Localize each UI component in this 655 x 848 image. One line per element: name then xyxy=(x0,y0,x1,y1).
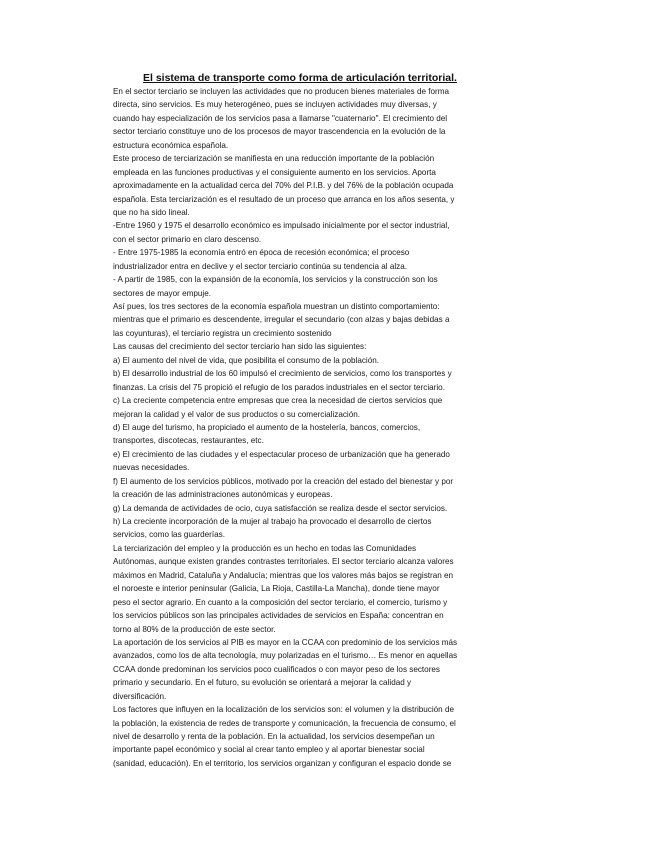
text-line: la creación de las administraciones autonómicas y europeas. xyxy=(113,490,333,500)
document-title: El sistema de transporte como forma de articulación territorial. xyxy=(143,72,457,84)
text-line: sector terciario constituye uno de los procesos de mayor trascendencia en la evolución de la xyxy=(113,127,446,137)
text-line: g) La demanda de actividades de ocio, cuya satisfacción se realiza desde el sector servicios. xyxy=(113,503,448,513)
text-line: CCAA donde predominan los servicios poco cualificados o con mayor peso de los sectores xyxy=(113,664,440,674)
text-line: cuando hay especialización de los servicios pasa a llamarse "cuaternario". El crecimiento del xyxy=(113,113,448,123)
document-body xyxy=(113,85,553,770)
text-line: española. Esta terciarización es el resultado de un proceso que arranca en los años sesenta, y xyxy=(113,194,455,204)
text-line: e) El crecimiento de las ciudades y el espectacular proceso de urbanización que ha generado xyxy=(113,449,450,459)
text-line: Los factores que influyen en la localización de los servicios son: el volumen y la distribución de xyxy=(113,705,454,715)
text-line: a) El aumento del nivel de vida, que posibilita el consumo de la población. xyxy=(113,355,380,365)
text-line: La aportación de los servicios al PIB es mayor en la CCAA con predominio de los servicios más xyxy=(113,637,458,647)
text-line: b) El desarrollo industrial de los 60 impulsó el crecimiento de servicios, como los transportes y xyxy=(113,369,452,379)
text-line: nivel de desarrollo y renta de la población. En la actualidad, los servicios desempeñan un xyxy=(113,732,435,741)
text-line: mientras que el primario es descendente, irregular el secundario (con alzas y bajas debidas a xyxy=(113,315,450,325)
text-line: -Entre 1960 y 1975 el desarrollo económico es impulsado inicialmente por el sector industrial, xyxy=(113,221,450,231)
text-line: servicios, como las guarderías. xyxy=(113,530,225,540)
text-line: d) El auge del turismo, ha propiciado el aumento de la hostelería, bancos, comercios, xyxy=(113,422,421,432)
text-line: Este proceso de terciarización se manifiesta en una reducción importante de la población xyxy=(113,154,435,164)
text-line: c) La creciente competencia entre empresas que crea la necesidad de ciertos servicios que xyxy=(113,396,443,406)
text-line: la población, la existencia de redes de transporte y comunicación, la frecuencia de consumo, el xyxy=(113,718,456,728)
text-line: Así pues, los tres sectores de la economía española muestran un distinto comportamiento: xyxy=(113,302,440,311)
text-line: primario y secundario. En el futuro, su evolución se orientará a mejorar la calidad y xyxy=(113,678,412,688)
text-line: directa, sino servicios. Es muy heterogéneo, pues se incluyen actividades muy diversas, y xyxy=(113,100,437,110)
text-line: - A partir de 1985, con la expansión de la economía, los servicios y la construcción son los xyxy=(113,275,438,285)
text-line: que no ha sido lineal. xyxy=(113,207,190,217)
text-line: mejoran la calidad y el valor de sus productos o su comercialización. xyxy=(113,409,361,419)
text-line: h) La creciente incorporación de la mujer al trabajo ha provocado el desarrollo de ciertos xyxy=(113,517,432,526)
text-line: En el sector terciario se incluyen las actividades que no producen bienes materiales de forma xyxy=(113,87,450,96)
text-line: importante papel económico y social al crear tanto empleo y al aportar bienestar social xyxy=(113,745,425,755)
text-line: - Entre 1975-1985 la economía entró en época de recesión económica; el proceso xyxy=(113,248,410,258)
text-line: finanzas. La crisis del 75 propició el refugio de los parados industriales en el sector terciario. xyxy=(113,382,445,392)
text-line: La terciarización del empleo y la producción es un hecho en todas las Comunidades xyxy=(113,543,417,553)
text-line: el noroeste e interior peninsular (Galicia, La Rioja, Castilla-La Mancha), donde tiene mayor xyxy=(113,584,440,594)
text-line: (sanidad, educación). En el territorio, los servicios organizan y configuran el espacio donde se xyxy=(113,758,452,768)
text-line: f) El aumento de los servicios públicos, motivado por la creación del estado del bienestar y por xyxy=(113,476,454,486)
text-line: industrializador entra en declive y el sector terciario continúa su tendencia al alza. xyxy=(113,261,408,271)
text-line: diversificación. xyxy=(113,691,167,701)
text-line: las coyunturas), el terciario registra un crecimiento sostenido xyxy=(113,328,332,338)
text-line: los servicios públicos son las principales actividades de servicios en España: concentran en xyxy=(113,611,444,621)
text-line: avanzados, como los de alta tecnología, muy polarizadas en el turismo… Es menor en aquellas xyxy=(113,651,458,661)
text-line: aproximadamente en la actualidad cerca del 70% del P.I.B. y del 76% de la población ocupada xyxy=(113,181,454,191)
text-line: torno al 80% de la producción de este sector. xyxy=(113,624,276,634)
text-line: transportes, discotecas, restaurantes, etc. xyxy=(113,436,264,446)
text-line: Las causas del crecimiento del sector terciario han sido las siguientes: xyxy=(113,342,367,352)
text-line: estructura económica española. xyxy=(113,140,229,150)
text-line: Autónomas, aunque existen grandes contrastes territoriales. El sector terciario alcanza valores xyxy=(113,557,454,567)
text-line: máximos en Madrid, Cataluña y Andalucía; mientras que los valores más bajos se registran en xyxy=(113,570,454,580)
text-line: con el sector primario en claro descenso. xyxy=(113,234,262,244)
text-line: empleada en las funciones productivas y el consiguiente aumento en los servicios. Aporta xyxy=(113,167,436,177)
text-line: sectores de mayor empuje. xyxy=(113,288,211,298)
text-line: nuevas necesidades. xyxy=(113,463,190,473)
text-line: peso el sector agrario. En cuanto a la composición del sector terciario, el comercio, turismo y xyxy=(113,597,448,607)
